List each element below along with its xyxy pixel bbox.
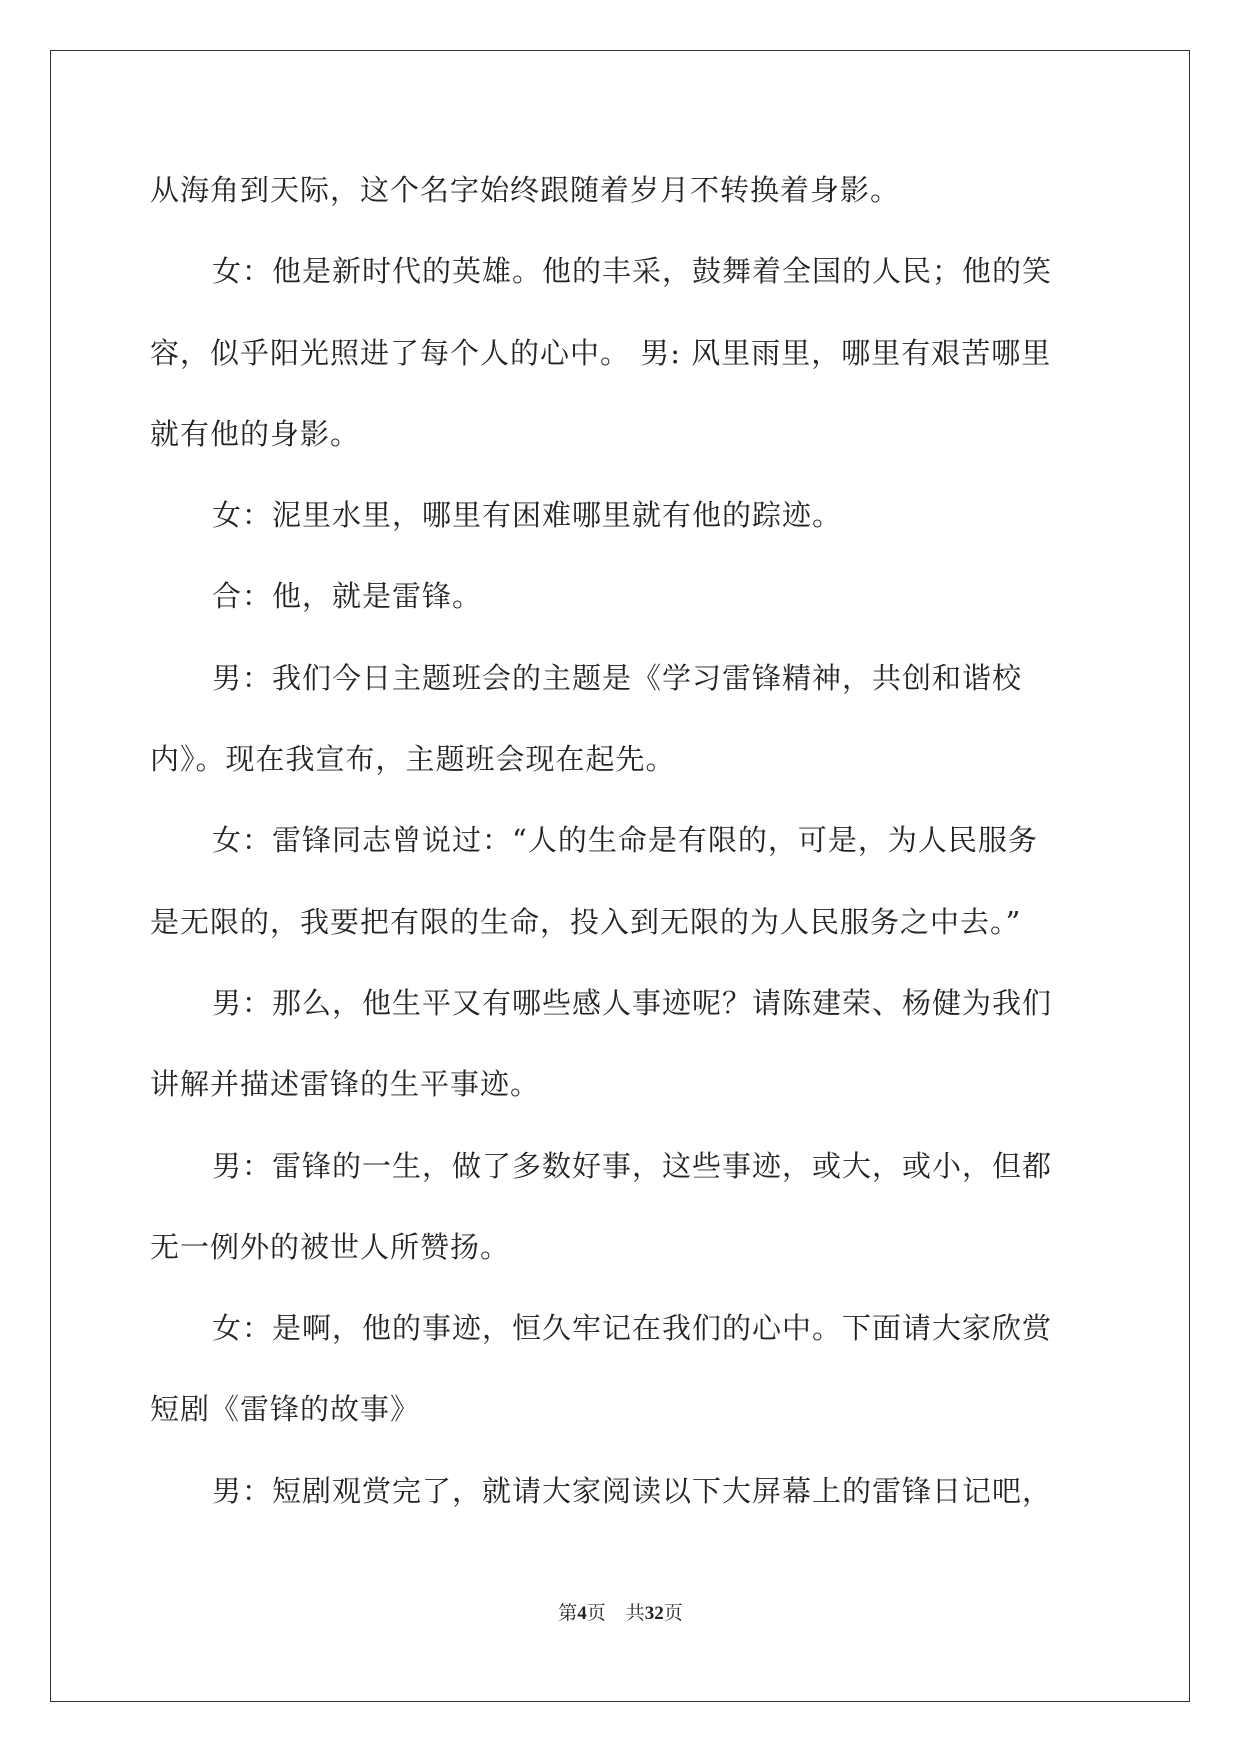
text-line-8: 内》。现在我宣布，主题班会现在起先。	[150, 742, 676, 777]
text-line-9: 女：雷锋同志曾说过：“人的生命是有限的，可是，为人民服务	[212, 823, 1038, 858]
text-line-2: 女：他是新时代的英雄。他的丰采，鼓舞着全国的人民；他的笑	[212, 254, 1053, 289]
text-line-10: 是无限的，我要把有限的生命，投入到无限的为人民服务之中去。”	[150, 904, 1022, 939]
text-line-6: 合：他，就是雷锋。	[212, 579, 483, 614]
total-prefix: 共	[625, 1603, 645, 1624]
page-number: 4	[577, 1603, 587, 1624]
page-suffix: 页	[586, 1603, 606, 1624]
text-line-15: 女：是啊，他的事迹，恒久牢记在我们的心中。下面请大家欣赏	[212, 1311, 1053, 1346]
page-prefix: 第	[558, 1603, 578, 1624]
page-footer	[0, 1598, 1241, 1625]
text-line-5: 女：泥里水里，哪里有困难哪里就有他的踪迹。	[212, 498, 843, 533]
text-line-17: 男：短剧观赏完了，就请大家阅读以下大屏幕上的雷锋日记吧，	[212, 1473, 1053, 1508]
total-pages: 32	[644, 1603, 664, 1624]
text-line-16: 短剧《雷锋的故事》	[150, 1392, 421, 1427]
text-line-7: 男：我们今日主题班会的主题是《学习雷锋精神，共创和谐校	[212, 660, 1023, 695]
text-line-12: 讲解并描述雷锋的生平事迹。	[150, 1067, 541, 1102]
total-suffix: 页	[663, 1603, 683, 1624]
document-body	[150, 150, 1090, 1532]
text-line-14: 无一例外的被世人所赞扬。	[150, 1229, 511, 1264]
text-line-1: 从海角到天际，这个名字始终跟随着岁月不转换着身影。	[150, 173, 901, 207]
text-line-3: 容，似乎阳光照进了每个人的心中。 男: 风里雨里，哪里有艰苦哪里	[150, 335, 1052, 370]
text-line-11: 男：那么，他生平又有哪些感人事迹呢？请陈建荣、杨健为我们	[212, 985, 1053, 1020]
text-line-13: 男：雷锋的一生，做了多数好事，这些事迹，或大，或小，但都	[212, 1148, 1053, 1183]
text-line-4: 就有他的身影。	[150, 416, 361, 451]
